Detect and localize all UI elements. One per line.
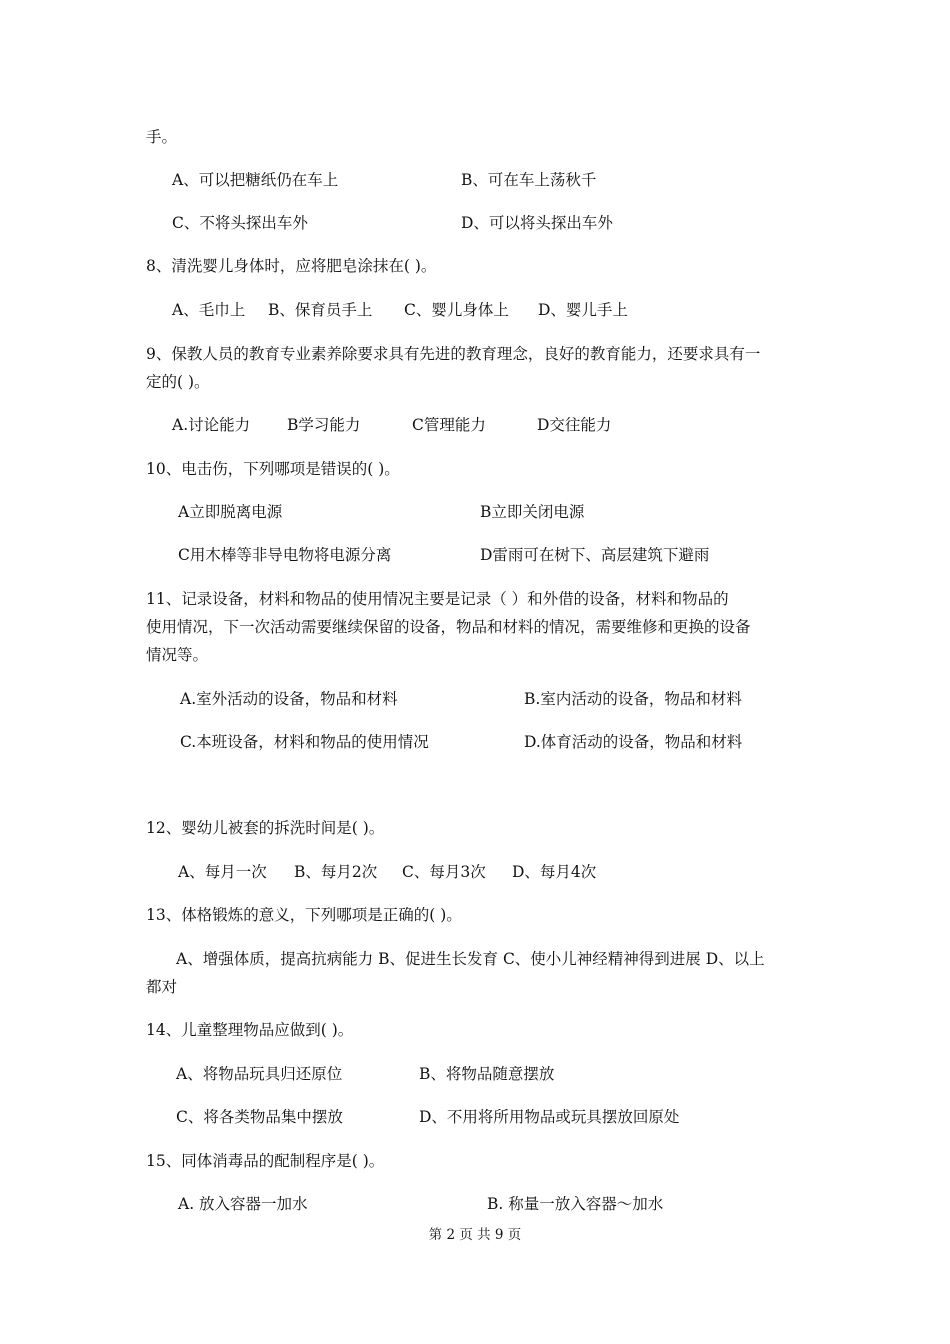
q11-stem-line-3: 情况等。 [146,646,209,664]
q11-stem-line-1: 11、记录设备，材料和物品的使用情况主要是记录（ ）和外借的设备，材料和物品的 [146,590,729,608]
q11-stem-line-2: 使用情况，下一次活动需要继续保留的设备，物品和材料的情况，需要维修和更换的设备 [146,618,751,636]
q15-option-b: B. 称量一放入容器～加水 [487,1195,664,1213]
q10-option-d: D雷雨可在树下、高层建筑下避雨 [480,546,710,564]
q8-option-c: C、婴儿身体上 [404,301,509,319]
q7-option-b: B、可在车上荡秋千 [461,171,597,189]
q13-options-line-2: 都对 [146,978,178,996]
q14-option-c: C、将各类物品集中摆放 [176,1108,343,1126]
q7-option-c: C、不将头探出车外 [172,214,308,232]
q7-stem-cont: 手。 [146,128,178,146]
q13-stem: 13、体格锻炼的意义，下列哪项是正确的( )。 [146,906,462,924]
q10-option-c: C用木棒等非导电物将电源分离 [178,546,392,564]
q12-option-a: A、每月一次 [178,863,267,881]
q11-option-c: C.本班设备，材料和物品的使用情况 [180,733,429,751]
q12-stem: 12、婴幼儿被套的拆洗时间是( )。 [146,819,385,837]
q14-option-d: D、不用将所用物品或玩具摆放回原处 [419,1108,680,1126]
q9-option-c: C管理能力 [412,416,486,434]
q8-option-b: B、保育员手上 [268,301,373,319]
q12-option-d: D、每月4次 [512,863,597,881]
q11-option-d: D.体育活动的设备，物品和材料 [524,733,743,751]
q15-option-a: A. 放入容器一加水 [178,1195,308,1213]
q13-options-line-1: A、增强体质，提高抗病能力 B、促进生长发育 C、使小儿神经精神得到进展 D、以上 [176,950,765,968]
q9-stem-line-2: 定的( )。 [146,373,210,391]
q11-option-a: A.室外活动的设备，物品和材料 [180,690,398,708]
q10-option-a: A立即脱离电源 [178,503,283,521]
q12-option-b: B、每月2次 [294,863,378,881]
q12-option-c: C、每月3次 [402,863,486,881]
q9-option-d: D交往能力 [537,416,612,434]
q8-stem: 8、清洗婴儿身体时，应将肥皂涂抹在( )。 [146,257,437,275]
q9-option-a: A.讨论能力 [172,416,251,434]
q11-option-b: B.室内活动的设备，物品和材料 [524,690,742,708]
q10-stem: 10、电击伤，下列哪项是错误的( )。 [146,460,400,478]
q8-option-a: A、毛巾上 [172,301,246,319]
q10-option-b: B立即关闭电源 [480,503,585,521]
q14-option-b: B、将物品随意摆放 [419,1065,555,1083]
q7-option-a: A、可以把糖纸仍在车上 [172,171,339,189]
q14-stem: 14、儿童整理物品应做到( )。 [146,1021,354,1039]
q14-option-a: A、将物品玩具归还原位 [176,1065,343,1083]
q8-option-d: D、婴儿手上 [538,301,628,319]
q9-option-b: B学习能力 [287,416,361,434]
q7-option-d: D、可以将头探出车外 [461,214,613,232]
q9-stem-line-1: 9、保教人员的教育专业素养除要求具有先进的教育理念，良好的教育能力，还要求具有一 [146,345,761,363]
q15-stem: 15、同体消毒品的配制程序是( )。 [146,1152,385,1170]
page-number-footer: 第 2 页 共 9 页 [428,1227,522,1243]
